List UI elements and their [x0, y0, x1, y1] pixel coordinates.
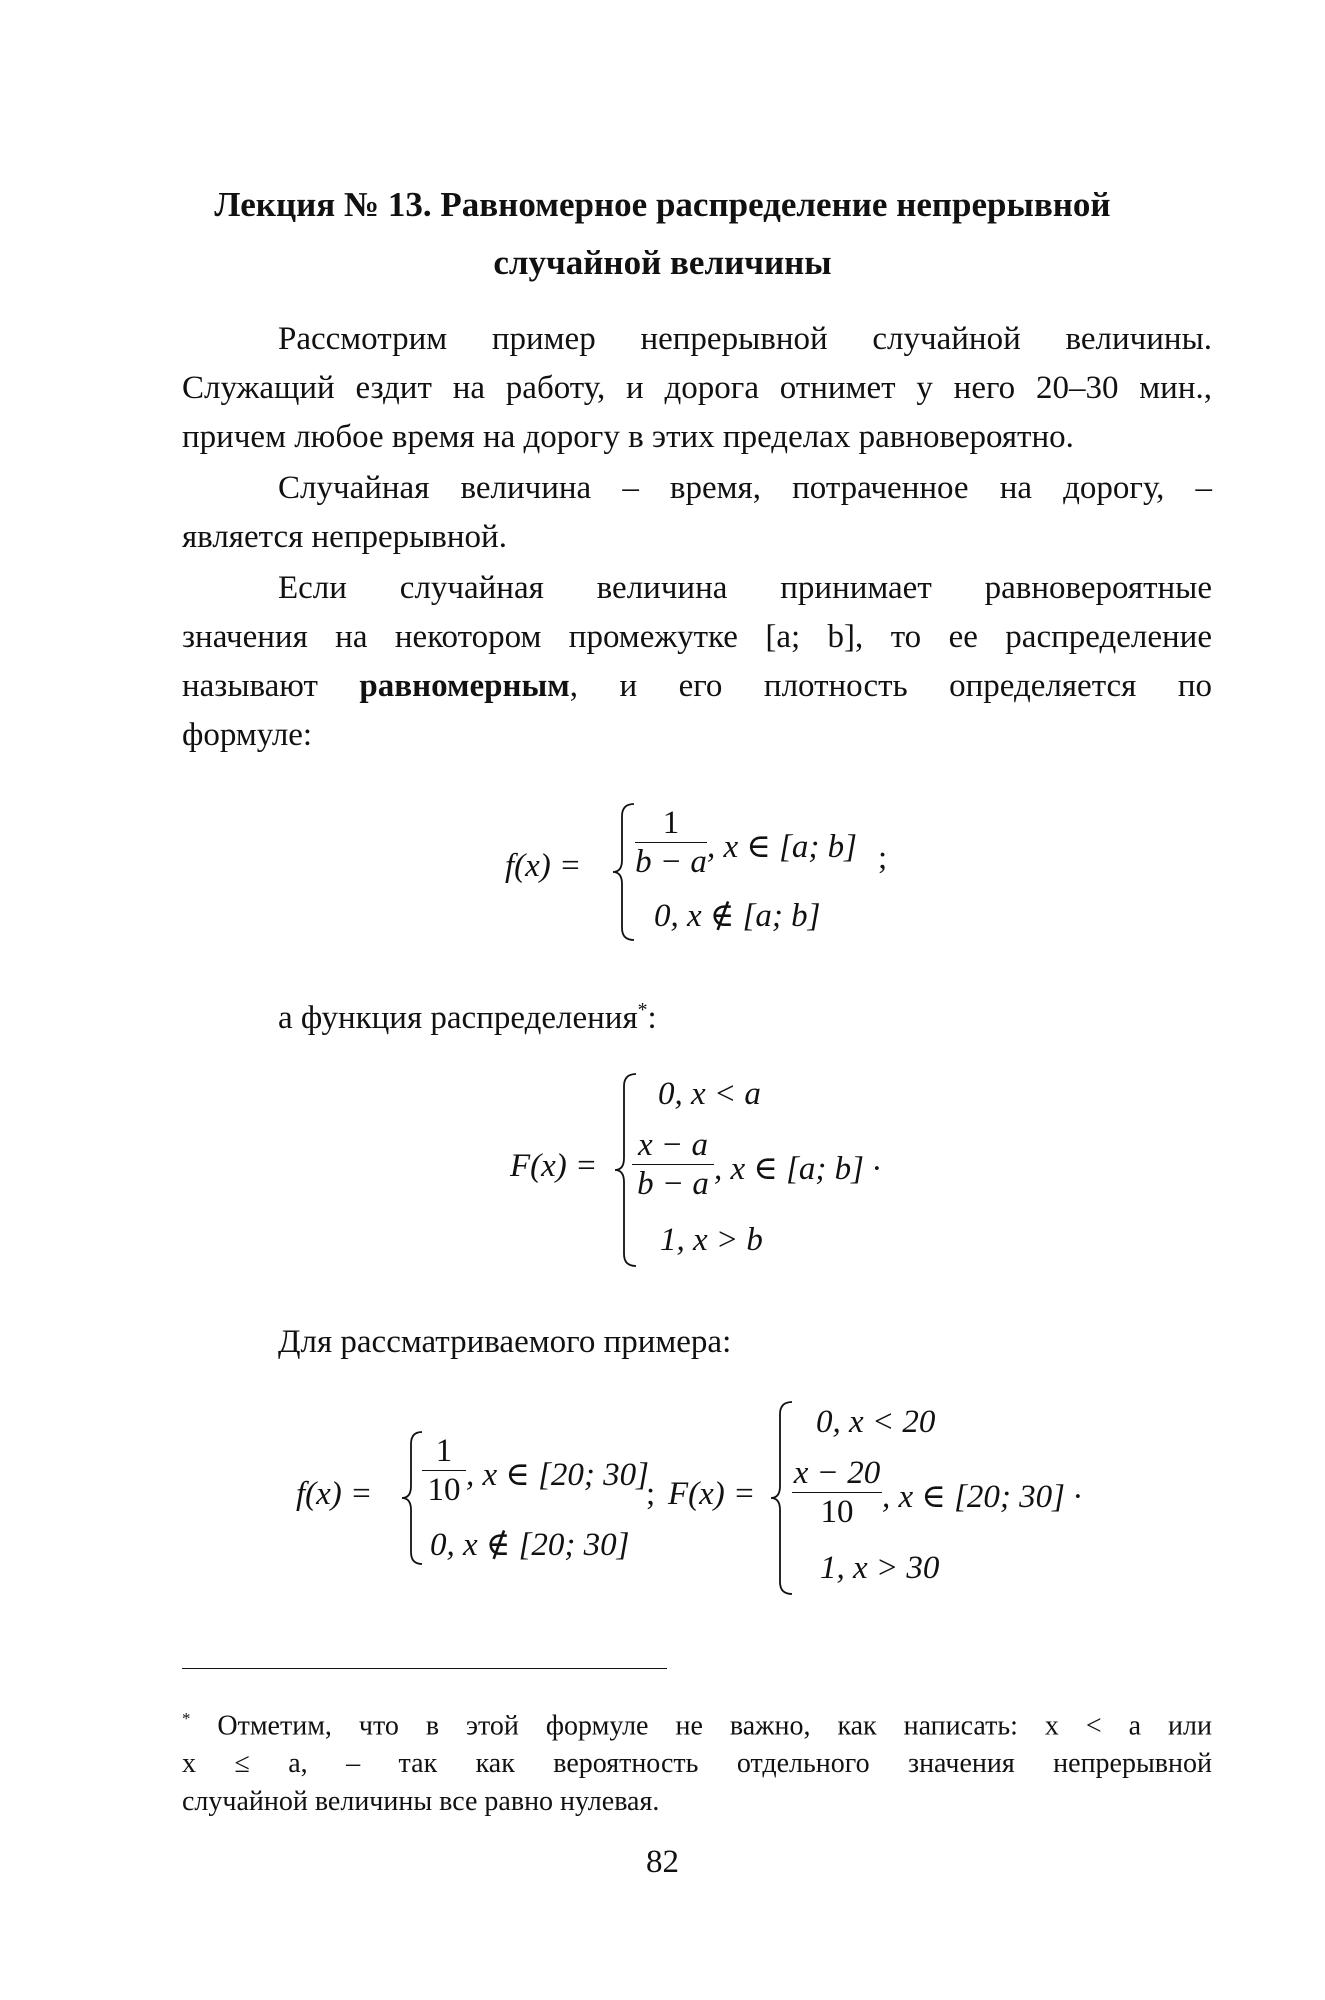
- para1-line-2: Служащий ездит на работу, и дорога отнимет у него 20–30 мин.,: [182, 370, 1212, 406]
- formula3-cdf-lhs: F(x) =: [668, 1476, 756, 1512]
- para1-line-3: причем любое время на дорогу в этих пределах равновероятно.: [182, 419, 1074, 455]
- footnote-line-1: [182, 1700, 1212, 1745]
- para4-colon: :: [647, 1000, 657, 1036]
- para3-line-2: значения на некотором промежутке [a; b], то ее распределение: [182, 619, 1212, 655]
- title-line-2: случайной величины: [493, 243, 832, 282]
- para4-text: а функция распределения: [278, 1000, 638, 1036]
- para1-line-1: Рассмотрим пример непрерывной случайной величины.: [278, 321, 1212, 357]
- title-line-1: Лекция № 13. Равномерное распределение непрерывной: [214, 185, 1111, 224]
- formula1-case2: 0, x ∉ [a; b]: [654, 898, 821, 934]
- formula3-cdf-denominator: 10: [820, 1494, 854, 1530]
- formula3-case2: 0, x ∉ [20; 30]: [430, 1527, 630, 1563]
- formula1-lhs: f(x) =: [505, 848, 582, 884]
- formula3-lhs: f(x) =: [296, 1476, 373, 1512]
- formula2-numerator: x − a: [638, 1127, 708, 1163]
- para5-line: Для рассматриваемого примера:: [278, 1324, 732, 1360]
- formula3-separator: ;: [646, 1476, 656, 1512]
- formula3-cdf-case1: 0, x < 20: [816, 1404, 936, 1440]
- para3-line-3-pre: называют: [182, 668, 360, 704]
- formula2-case1: 0, x < a: [658, 1076, 761, 1112]
- formula3-cdf-numerator: x − 20: [793, 1455, 881, 1491]
- left-brace-icon: [400, 1430, 424, 1566]
- formula3-denominator: 10: [427, 1472, 461, 1508]
- formula1-case1-condition: , x ∈ [a; b]: [707, 829, 857, 865]
- formula2-denominator: b − a: [637, 1166, 709, 1202]
- formula3-cdf-case3: 1, x > 30: [820, 1550, 940, 1586]
- formula1-terminator: ;: [878, 840, 888, 876]
- formula1-numerator: 1: [662, 805, 680, 841]
- footnote-line-3: случайной величины все равно нулевая.: [182, 1786, 660, 1818]
- footnote-line-2: x ≤ a, – так как вероятность отдельного значения непрерывной: [182, 1748, 1212, 1780]
- page-number: 82: [646, 1844, 679, 1880]
- para3-line-4: формуле:: [182, 717, 313, 753]
- term-uniform: равномерным: [359, 668, 570, 704]
- formula2-lhs: F(x) =: [510, 1148, 598, 1184]
- footnote-mark: *: [182, 1709, 191, 1728]
- para2-line-2: является непрерывной.: [182, 519, 507, 555]
- formula3-cdf-case2-condition: , x ∈ [20; 30] ·: [882, 1479, 1082, 1515]
- formula2-case2-condition: , x ∈ [a; b] ·: [714, 1151, 881, 1187]
- para3-line-3-post: , и его плотность определяется по: [569, 668, 1212, 704]
- formula3-fraction: [422, 1432, 466, 1509]
- para3-line-1: Если случайная величина принимает равновероятные: [278, 570, 1212, 606]
- formula3-numerator: 1: [435, 1433, 453, 1469]
- footnote-marker: *: [637, 999, 648, 1021]
- para2-line-1: Случайная величина – время, потраченное на дорогу, –: [278, 470, 1212, 506]
- left-brace-icon: [768, 1400, 794, 1596]
- footnote-divider: [182, 1668, 667, 1669]
- formula3-case1-condition: , x ∈ [20; 30]: [466, 1457, 649, 1493]
- formula3-cdf-fraction: [792, 1454, 882, 1531]
- footnote: [182, 1700, 1212, 1821]
- footnote-line-1-text: Отметим, что в этой формуле не важно, как написать: x < a или: [190, 1710, 1212, 1742]
- formula1-denominator: b − a: [635, 844, 707, 880]
- formula2-case3: 1, x > b: [660, 1222, 763, 1258]
